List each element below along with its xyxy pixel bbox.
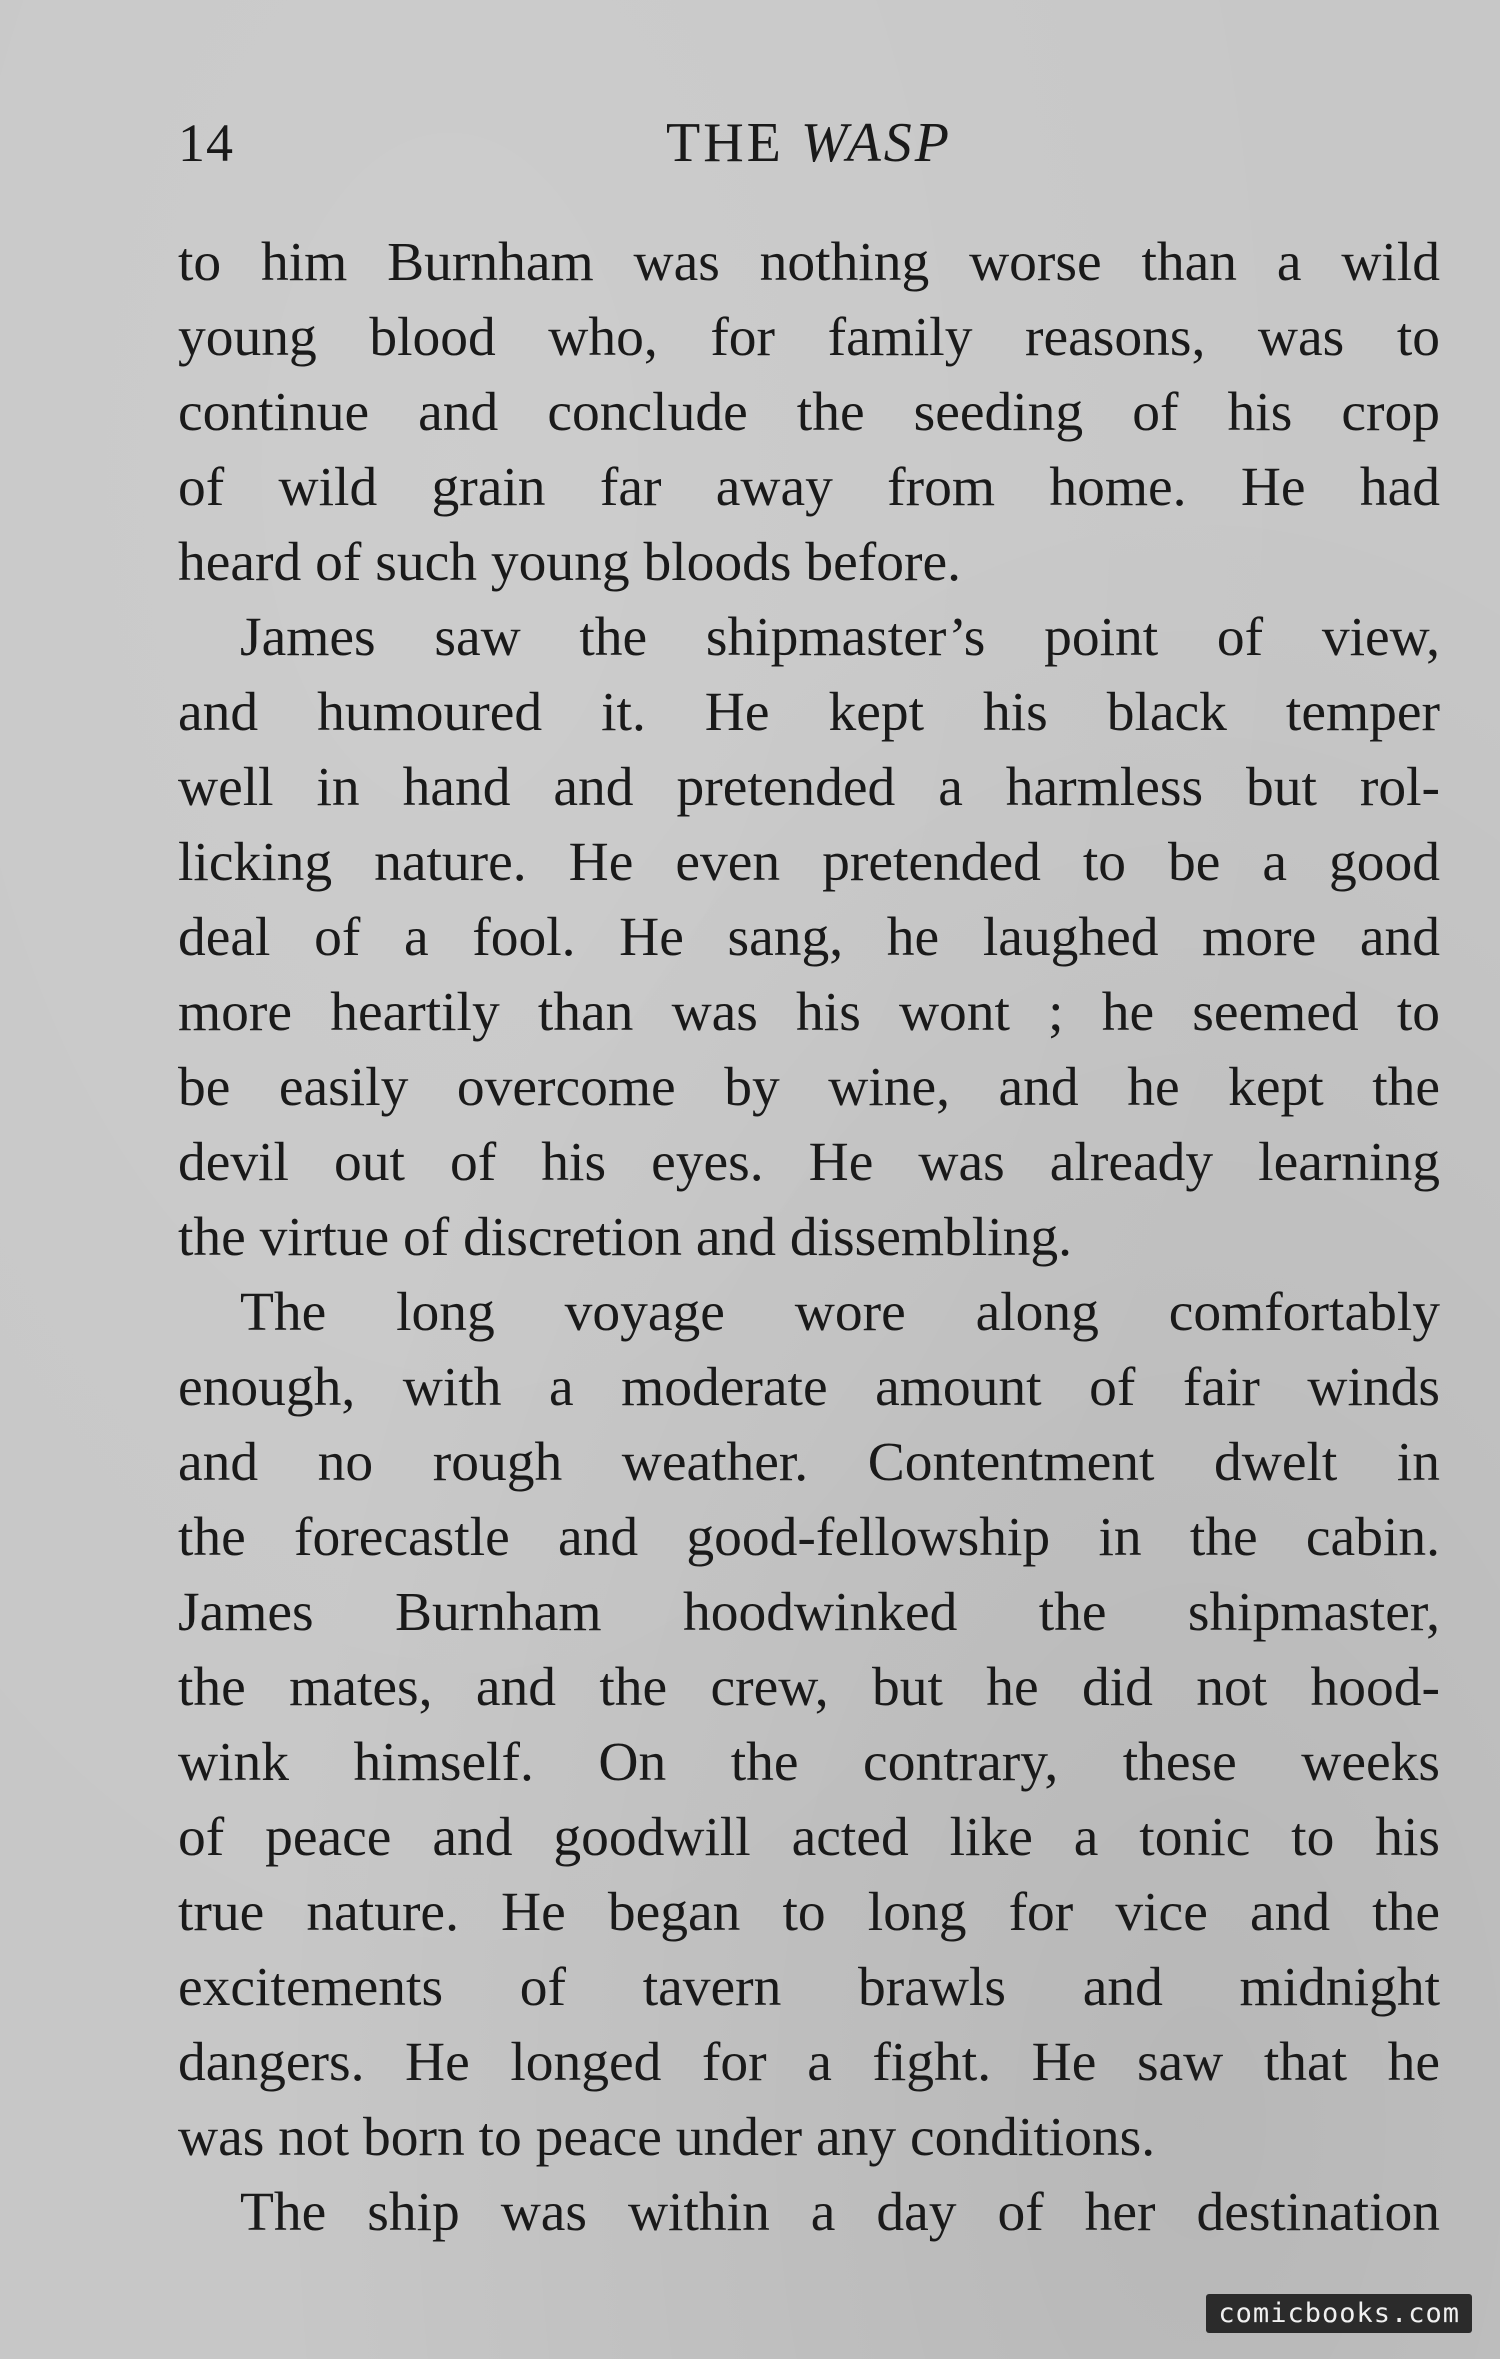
text-line: licking nature. He even pretended to be a good — [178, 832, 1440, 893]
text-line: deal of a fool. He sang, he laughed more and — [178, 907, 1440, 968]
text-line: well in hand and pretended a harmless but rol- — [178, 757, 1440, 818]
text-line: wink himself. On the contrary, these weeks — [178, 1732, 1440, 1793]
text-line: the forecastle and good-fellowship in the cabin. — [178, 1507, 1440, 1568]
body-text — [178, 225, 1440, 2250]
text-line: heard of such young bloods before. — [178, 532, 961, 593]
text-line: James saw the shipmaster’s point of view, — [240, 607, 1440, 668]
text-line: to him Burnham was nothing worse than a wild — [178, 232, 1440, 293]
text-line: of wild grain far away from home. He had — [178, 457, 1440, 518]
book-title-article: THE — [665, 112, 784, 174]
text-line: be easily overcome by wine, and he kept the — [178, 1057, 1440, 1118]
running-head — [178, 108, 1440, 178]
text-line: more heartily than was his wont ; he seemed to — [178, 982, 1440, 1043]
text-line: of peace and goodwill acted like a tonic to his — [178, 1807, 1440, 1868]
page-number: 14 — [178, 113, 234, 173]
text-line: young blood who, for family reasons, was to — [178, 307, 1440, 368]
text-line: the mates, and the crew, but he did not hood- — [178, 1657, 1440, 1718]
book-title-name: WASP — [800, 112, 952, 174]
text-line: dangers. He longed for a fight. He saw that he — [178, 2032, 1440, 2093]
book-title — [178, 108, 1440, 178]
text-line: The long voyage wore along comfortably — [240, 1282, 1440, 1343]
text-line: was not born to peace under any conditions. — [178, 2107, 1156, 2168]
text-line: true nature. He began to long for vice and the — [178, 1882, 1440, 1943]
text-line: and humoured it. He kept his black temper — [178, 682, 1440, 743]
text-line: enough, with a moderate amount of fair winds — [178, 1357, 1440, 1418]
text-line: and no rough weather. Contentment dwelt in — [178, 1432, 1440, 1493]
text-line: The ship was within a day of her destination — [240, 2182, 1440, 2243]
text-line: excitements of tavern brawls and midnight — [178, 1957, 1440, 2018]
text-line: continue and conclude the seeding of his crop — [178, 382, 1440, 443]
text-line: the virtue of discretion and dissembling. — [178, 1207, 1072, 1268]
text-line: devil out of his eyes. He was already learning — [178, 1132, 1440, 1193]
site-watermark: comicbooks.com — [1206, 2294, 1472, 2333]
text-line: James Burnham hoodwinked the shipmaster, — [178, 1582, 1440, 1643]
